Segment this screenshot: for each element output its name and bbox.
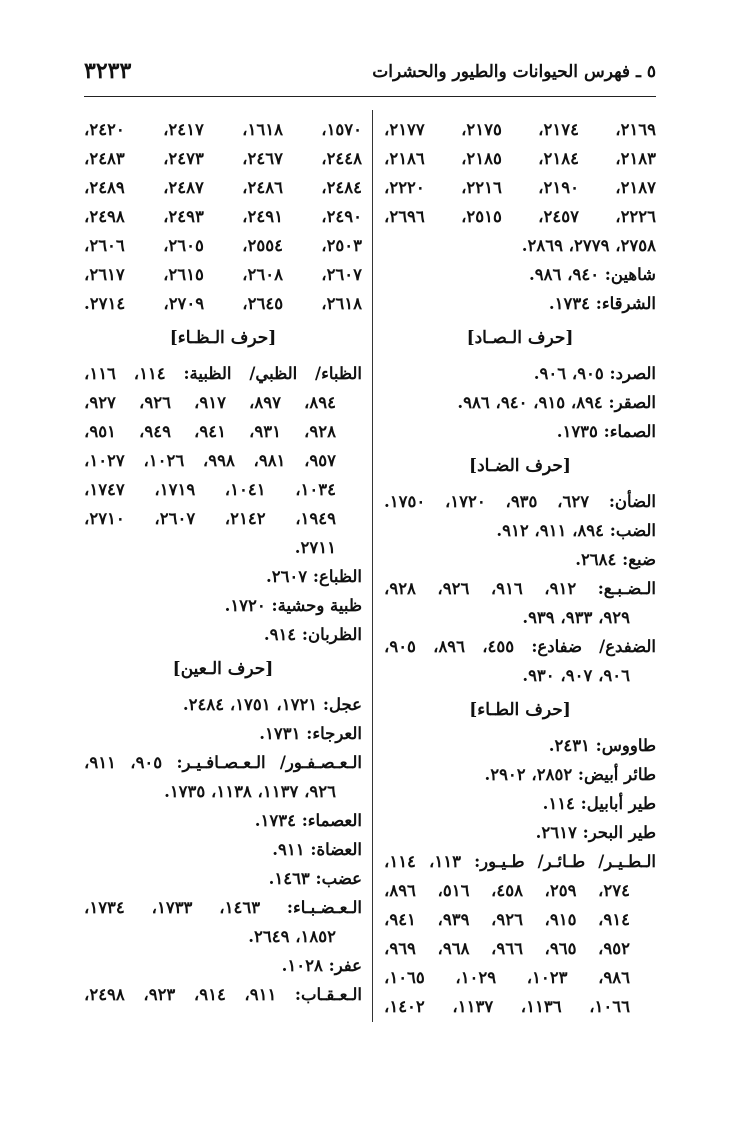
index-entry: طير البحر: ٢٦١٧. [535, 823, 656, 842]
index-entry: الصرد: ٩٠٥، ٩٠٦. [533, 364, 656, 383]
index-line: ٢٤٤٨، ٢٤٦٧، ٢٤٧٣، ٢٤٨٣، [84, 149, 362, 168]
index-line: ٢٥٠٣، ٢٥٥٤، ٢٦٠٥، ٢٦٠٦، [84, 236, 362, 255]
left-column [84, 115, 362, 1009]
page-header [84, 56, 656, 92]
index-line: ٩٥٧، ٩٨١، ٩٩٨، ١٠٢٦، ١٠٢٧، [84, 451, 337, 470]
index-entry: عضب: ١٤٦٣. [268, 869, 362, 888]
header-title: ٥ ـ فهرس الحيوانات والطيور والحشرات [372, 62, 656, 82]
index-entry: عجل: ١٧٢١، ١٧٥١، ٢٤٨٤. [182, 695, 362, 714]
index-entry: الصماء: ١٧٣٥. [556, 422, 656, 441]
index-entry: الظربان: ٩١٤. [263, 625, 362, 644]
index-line: ٢١٨٧، ٢١٩٠، ٢٢١٦، ٢٢٢٠، [384, 178, 656, 197]
section-heading-ta: [حرف الطـاء] [469, 700, 571, 720]
index-entry: عفر: ١٠٢٨. [281, 956, 362, 975]
index-line: ١٠٦٦، ١١٣٦، ١١٣٧، ١٤٠٢، [384, 997, 630, 1016]
index-line: ٢٤٨٤، ٢٤٨٦، ٢٤٨٧، ٢٤٨٩، [84, 178, 362, 197]
index-line: ٢٤٩٠، ٢٤٩١، ٢٤٩٣، ٢٤٩٨، [84, 207, 362, 226]
index-line: ٢٦٠٧، ٢٦٠٨، ٢٦١٥، ٢٦١٧، [84, 265, 362, 284]
index-line: ٩٢٩، ٩٣٣، ٩٣٩. [522, 608, 630, 627]
index-line: ٩٢٦، ١١٣٧، ١١٣٨، ١٧٣٥. [164, 782, 336, 801]
right-column [384, 115, 656, 1021]
index-line: ٩٥٢، ٩٦٥، ٩٦٦، ٩٦٨، ٩٦٩، [384, 939, 630, 958]
index-entry: الضأن: ٦٢٧، ٩٣٥، ١٧٢٠، ١٧٥٠. [384, 492, 656, 511]
index-line: ٩٠٦، ٩٠٧، ٩٣٠. [522, 666, 630, 685]
index-entry: طاووس: ٢٤٣١. [548, 736, 656, 755]
index-entry: الـعـقـاب: ٩١١، ٩١٤، ٩٢٣، ٢٤٩٨، [84, 985, 362, 1004]
index-line: ٢١٦٩، ٢١٧٤، ٢١٧٥، ٢١٧٧، [384, 120, 656, 139]
section-heading-za: [حرف الـظـاء] [169, 328, 277, 348]
index-entry: الصقر: ٨٩٤، ٩١٥، ٩٤٠، ٩٨٦. [457, 393, 656, 412]
index-line: ٢٧١١. [294, 538, 336, 557]
index-entry: الـضـبـع: ٩١٢، ٩١٦، ٩٢٦، ٩٢٨، [384, 579, 656, 598]
index-entry: الـطـيـر/ طـائـر/ طـيـور: ١١٣، ١١٤، [384, 852, 656, 871]
index-line: ٩٢٨، ٩٣١، ٩٤١، ٩٤٩، ٩٥١، [84, 422, 336, 441]
index-entry: ظبية وحشية: ١٧٢٠. [224, 596, 362, 615]
index-line: ٢٢٢٦، ٢٤٥٧، ٢٥١٥، ٢٦٩٦، [384, 207, 656, 226]
index-entry: الـعـصـفـور/ الـعـصـافـيـر: ٩٠٥، ٩١١، [84, 753, 362, 772]
column-divider [372, 110, 373, 1022]
index-entry: العصماء: ١٧٣٤. [254, 811, 362, 830]
index-line: ٩٨٦، ١٠٢٣، ١٠٢٩، ١٠٦٥، [384, 968, 630, 987]
section-heading-sad: [حرف الـصـاد] [466, 328, 574, 348]
index-entry: طير أبابيل: ١١٤. [542, 794, 656, 813]
index-entry: طائر أبيض: ٢٨٥٢، ٢٩٠٢. [484, 765, 656, 784]
index-line: ٢١٨٣، ٢١٨٤، ٢١٨٥، ٢١٨٦، [384, 149, 656, 168]
index-line: ١٨٥٢، ٢٦٤٩. [248, 927, 336, 946]
index-line: ٩١٤، ٩١٥، ٩٢٦، ٩٣٩، ٩٤١، [384, 910, 630, 929]
header-rule [84, 96, 656, 97]
index-entry: الظباء/ الظبي/ الظبية: ١١٤، ١١٦، [84, 364, 362, 383]
section-heading-dad: [حرف الضـاد] [469, 456, 571, 476]
index-line: ٢٧٥٨، ٢٧٧٩، ٢٨٦٩. [521, 236, 656, 255]
index-line: ١٩٤٩، ٢١٤٢، ٢٦٠٧، ٢٧١٠، [84, 509, 336, 528]
page-number: ٣٢٣٣ [84, 58, 132, 84]
index-line: ١٥٧٠، ١٦١٨، ٢٤١٧، ٢٤٢٠، [84, 120, 362, 139]
index-entry: الظباع: ٢٦٠٧. [265, 567, 362, 586]
index-line: ٢٦١٨، ٢٦٤٥، ٢٧٠٩، ٢٧١٤. [84, 294, 362, 313]
index-entry: شاهين: ٩٤٠، ٩٨٦. [529, 265, 656, 284]
index-entry: الضفدع/ ضفادع: ٤٥٥، ٨٩٦، ٩٠٥، [384, 637, 656, 656]
index-line: ٨٩٤، ٨٩٧، ٩١٧، ٩٢٦، ٩٢٧، [84, 393, 336, 412]
index-entry: الشرقاء: ١٧٣٤. [548, 294, 656, 313]
section-heading-ain: [حرف الـعين] [172, 659, 274, 679]
index-line: ١٠٣٤، ١٠٤١، ١٧١٩، ١٧٤٧، [84, 480, 336, 499]
index-entry: الـعـضـبـاء: ١٤٦٣، ١٧٣٣، ١٧٣٤، [84, 898, 362, 917]
index-entry: العضاة: ٩١١. [272, 840, 362, 859]
index-entry: ضبع: ٢٦٨٤. [575, 550, 656, 569]
index-entry: العرجاء: ١٧٣١. [259, 724, 362, 743]
index-entry: الضب: ٨٩٤، ٩١١، ٩١٢. [496, 521, 656, 540]
index-line: ٢٧٤، ٢٥٩، ٤٥٨، ٥١٦، ٨٩٦، [384, 881, 630, 900]
